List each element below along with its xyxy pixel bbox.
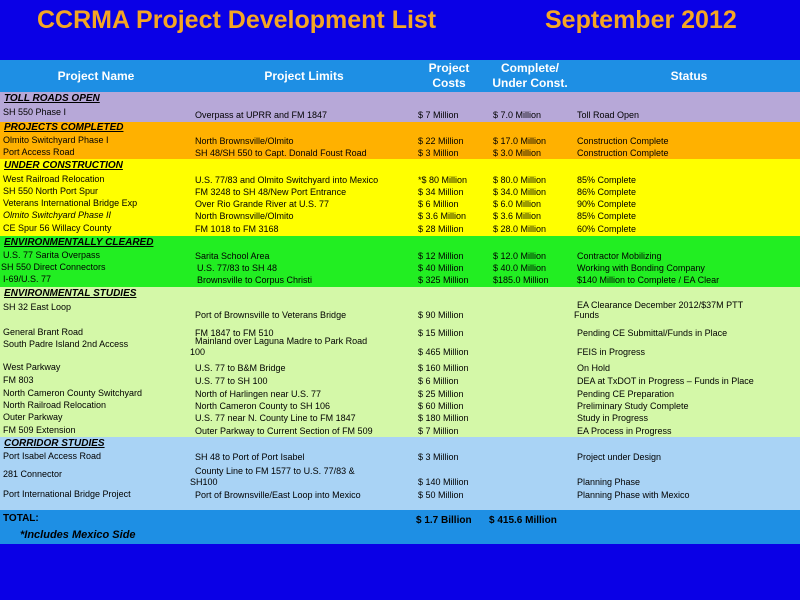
project-cost: $ 90 Million	[418, 310, 464, 320]
project-name: North Cameron County Switchyard	[3, 388, 143, 398]
project-status: Pending CE Submittal/Funds in Place	[577, 328, 728, 338]
project-limits: U.S. 77/83 to SH 48	[197, 263, 278, 273]
project-status: 86% Complete	[577, 187, 637, 197]
project-limits: U.S. 77 to B&M Bridge	[195, 363, 286, 373]
project-status: Contractor Mobilizing	[577, 251, 662, 261]
total-label: TOTAL:	[3, 513, 39, 524]
project-cost: $ 60 Million	[418, 401, 464, 411]
project-cost: $ 40 Million	[418, 263, 464, 273]
project-limits: FM 1018 to FM 3168	[195, 224, 279, 234]
project-limits: North Brownsville/Olmito	[195, 211, 294, 221]
header-complete: Complete/ Under Const.	[492, 61, 568, 90]
report-date: September 2012	[545, 6, 737, 34]
footnote: *Includes Mexico Side	[20, 529, 136, 541]
project-limits: Brownsville to Corpus Christi	[197, 275, 313, 285]
project-name: Veterans International Bridge Exp	[3, 198, 138, 208]
project-status: EA Clearance December 2012/$37M PTT	[577, 300, 744, 310]
project-status: 85% Complete	[577, 211, 637, 221]
section-heading: ENVIRONMENTALLY CLEARED	[4, 237, 154, 248]
footnote-row	[0, 527, 800, 544]
section-heading: UNDER CONSTRUCTION	[4, 160, 123, 171]
project-limits: FM 3248 to SH 48/New Port Entrance	[195, 187, 347, 197]
project-cost: $ 180 Million	[418, 413, 469, 423]
project-status: Planning Phase with Mexico	[577, 490, 690, 500]
project-status: 60% Complete	[577, 224, 637, 234]
header-project-costs: Project Costs	[428, 61, 470, 90]
header-project-limits: Project Limits	[264, 68, 344, 83]
project-complete: $ 28.0 Million	[493, 224, 547, 234]
table-header	[0, 60, 800, 92]
project-name: U.S. 77 Sarita Overpass	[3, 250, 101, 260]
project-cost: $ 12 Million	[418, 251, 464, 261]
project-complete: $ 12.0 Million	[493, 251, 547, 261]
project-cost: $ 6 Million	[418, 376, 459, 386]
project-limits: Over Rio Grande River at U.S. 77	[195, 199, 330, 209]
project-complete: $ 6.0 Million	[493, 199, 542, 209]
project-complete: $185.0 Million	[493, 275, 549, 285]
project-status: FEIS in Progress	[577, 347, 646, 357]
project-status: Pending CE Preparation	[577, 389, 675, 399]
project-complete: $ 40.0 Million	[493, 263, 547, 273]
total-complete: $ 415.6 Million	[489, 515, 557, 526]
project-cost: $ 34 Million	[418, 187, 464, 197]
project-limits: Port of Brownsville/East Loop into Mexico	[195, 490, 361, 500]
project-name: Outer Parkway	[3, 412, 63, 422]
project-status: Study in Progress	[577, 413, 649, 423]
section-under-construction	[0, 159, 800, 236]
section-heading: PROJECTS COMPLETED	[4, 122, 124, 133]
project-status: Working with Bonding Company	[577, 263, 705, 273]
project-cost: $ 160 Million	[418, 363, 469, 373]
project-status: EA Process in Progress	[577, 426, 672, 436]
section-heading: CORRIDOR STUDIES	[4, 438, 105, 449]
project-cost: $ 50 Million	[418, 490, 464, 500]
total-cost: $ 1.7 Billion	[416, 515, 472, 526]
project-status: Preliminary Study Complete	[577, 401, 689, 411]
total-row	[0, 510, 800, 527]
project-name: General Brant Road	[3, 327, 84, 337]
project-limits-cont: 100	[190, 347, 206, 357]
section-projects-completed: PROJECTS COMPLETED Olmito Switchyard Phase I North Brownsville/Olmito $ 22 Million $ 17.0 Million Construction Complete Port Access Road SH 48/SH 550 to Capt. Donald Foust Road $ 3 Million $ 3.0 Million Construction Complete	[0, 122, 800, 159]
project-status: 85% Complete	[577, 175, 637, 185]
project-limits: North Cameron County to SH 106	[195, 401, 331, 411]
project-name: Port Isabel Access Road	[3, 451, 102, 461]
section-heading: ENVIRONMENTAL STUDIES	[4, 288, 137, 299]
project-name: SH 550 Direct Connectors	[1, 262, 106, 272]
project-name: CE Spur 56 Willacy County	[3, 223, 112, 233]
header-status: Status	[670, 68, 708, 83]
project-limits: U.S. 77 to SH 100	[195, 376, 268, 386]
project-name: Olmito Switchyard Phase II	[3, 210, 112, 220]
project-complete: $ 3.6 Million	[493, 211, 542, 221]
project-cost: $ 7 Million	[418, 426, 459, 436]
project-status: 90% Complete	[577, 199, 637, 209]
project-name: 281 Connector	[3, 469, 63, 479]
project-cost: $ 3 Million	[418, 452, 459, 462]
project-name: South Padre Island 2nd Access	[3, 339, 129, 349]
section-corridor-studies	[0, 437, 800, 510]
project-name: FM 509 Extension	[3, 425, 76, 435]
project-limits: U.S. 77 near N. County Line to FM 1847	[195, 413, 356, 423]
project-cost: *$ 80 Million	[418, 175, 468, 185]
project-complete: $ 34.0 Million	[493, 187, 547, 197]
project-limits: U.S. 77/83 and Olmito Switchyard into Mexico	[195, 175, 379, 185]
section-environmentally-cleared	[0, 236, 800, 287]
project-limits-cont: SH100	[190, 477, 218, 487]
project-cost: $ 3.6 Million	[418, 211, 467, 221]
project-limits: Outer Parkway to Current Section of FM 509	[195, 426, 373, 436]
project-name: SH 550 North Port Spur	[3, 186, 99, 196]
section-environmental-studies	[0, 287, 800, 437]
project-limits: SH 48 to Port of Port Isabel	[195, 452, 305, 462]
project-complete: $ 80.0 Million	[493, 175, 547, 185]
project-status: On Hold	[577, 363, 611, 373]
project-limits: North of Harlingen near U.S. 77	[195, 389, 322, 399]
project-name: West Parkway	[3, 362, 61, 372]
project-cost: $ 325 Million	[418, 275, 469, 285]
title-bar	[0, 0, 800, 60]
project-cost: $ 465 Million	[418, 347, 469, 357]
project-name: I-69/U.S. 77	[3, 274, 52, 284]
project-limits: Sarita School Area	[195, 251, 270, 261]
project-cost: $ 25 Million	[418, 389, 464, 399]
page-title: CCRMA Project Development List	[37, 6, 437, 34]
project-status: DEA at TxDOT in Progress – Funds in Place	[577, 376, 754, 386]
project-status: Planning Phase	[577, 477, 641, 487]
project-name: North Railroad Relocation	[3, 400, 107, 410]
bottom-background	[0, 544, 800, 600]
project-name: SH 32 East Loop	[3, 302, 72, 312]
section-heading: TOLL ROADS OPEN	[4, 93, 100, 104]
project-limits: Port of Brownsville to Veterans Bridge	[195, 310, 347, 320]
project-status-cont: Funds	[574, 310, 600, 320]
project-name: Port International Bridge Project	[3, 489, 131, 499]
project-cost: $ 140 Million	[418, 477, 469, 487]
project-cost: $ 6 Million	[418, 199, 459, 209]
project-limits: Mainland over Laguna Madre to Park Road	[195, 336, 368, 346]
section-toll-roads: TOLL ROADS OPEN SH 550 Phase I Overpass at UPRR and FM 1847 $ 7 Million $ 7.0 Million Toll Road Open	[0, 92, 800, 122]
project-name: West Railroad Relocation	[3, 174, 105, 184]
project-name: FM 803	[3, 375, 34, 385]
project-cost: $ 15 Million	[418, 328, 464, 338]
project-limits: FM 1847 to FM 510	[195, 328, 274, 338]
project-status: $140 Million to Complete / EA Clear	[577, 275, 720, 285]
project-limits: County Line to FM 1577 to U.S. 77/83 &	[195, 466, 355, 476]
header-project-name: Project Name	[57, 68, 135, 83]
project-status: Project under Design	[577, 452, 662, 462]
project-cost: $ 28 Million	[418, 224, 464, 234]
